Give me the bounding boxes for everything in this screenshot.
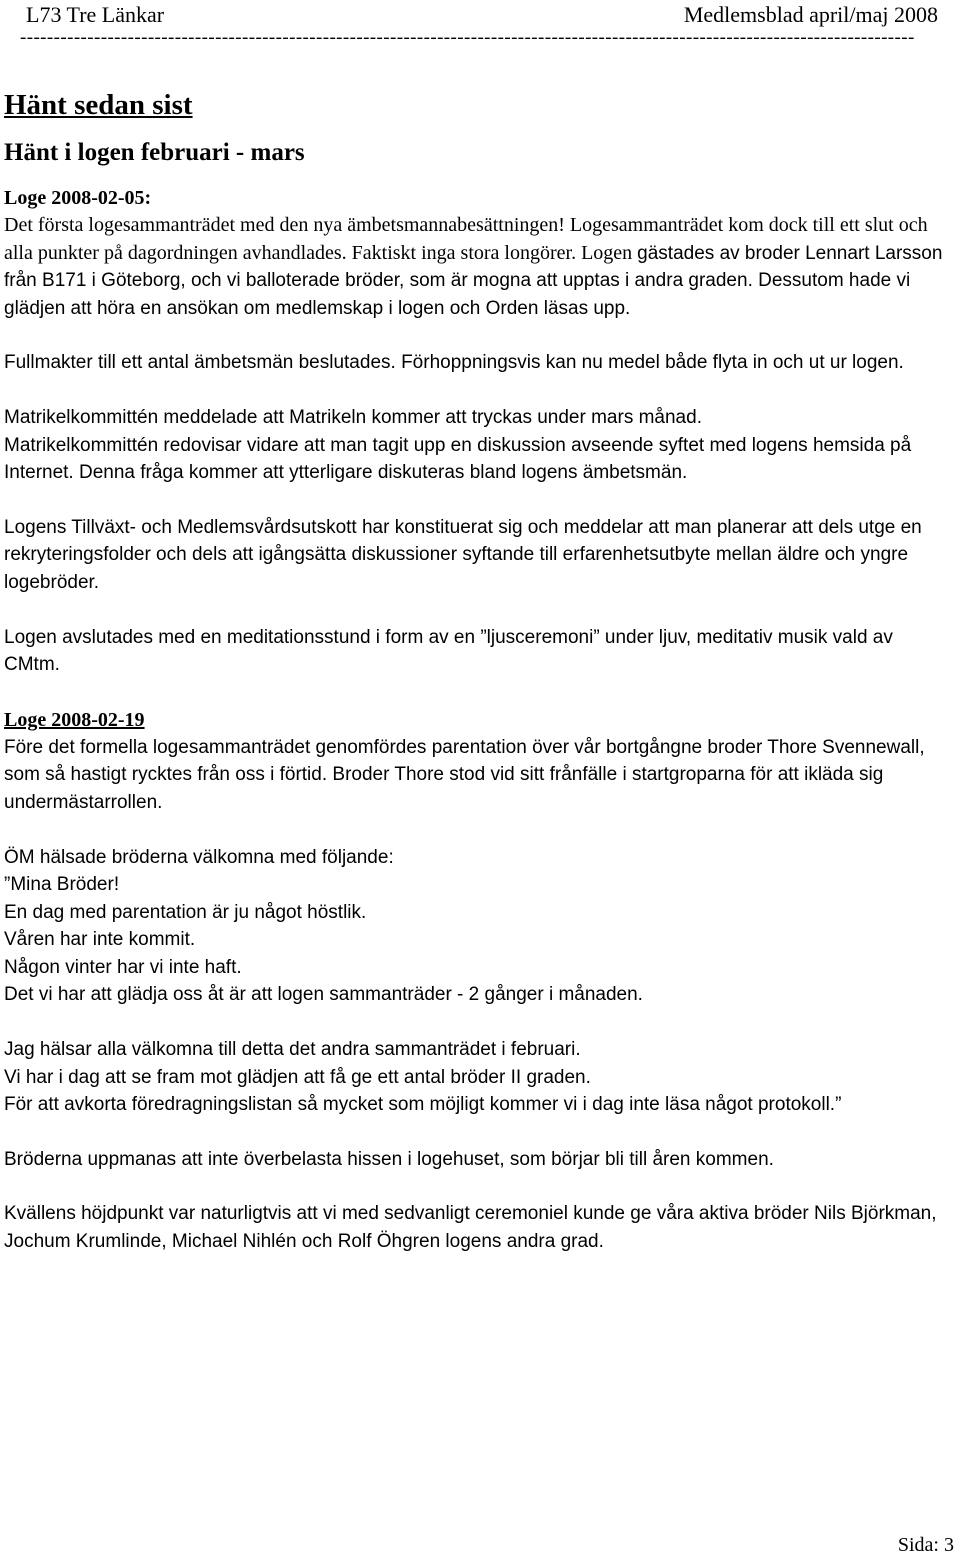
header-issue: Medlemsblad april/maj 2008 [683,2,938,27]
section-heading: Hänt i logen februari - mars [4,139,305,166]
speech-line: Det vi har att glädja oss åt är att logen sammanträder - 2 gånger i månaden. [4,984,643,1006]
paragraph: Matrikelkommittén meddelade att Matrikeln kommer att tryckas under mars månad. [4,406,702,428]
speech-line: ÖM hälsade bröderna välkomna med följande: [4,846,394,868]
paragraph: Matrikelkommittén redovisar vidare att man tagit upp en diskussion avseende syftet med logens hemsida på Internet. Denna fråga kommer att ytterligare diskuteras bland logens ämbetsmän. [4,434,912,484]
header-lodge-name: L73 Tre Länkar [26,2,165,27]
speech-line: Vi har i dag att se fram mot glädjen att få ge ett antal bröder II graden. [4,1066,591,1088]
speech-block [4,844,952,1010]
paragraph [4,212,952,322]
page-number: Sida: 3 [897,1534,954,1556]
page-title: Hänt sedan sist [4,89,193,121]
paragraph: Kvällens höjdpunkt var naturligtvis att vi med sedvanligt ceremoniel kunde ge våra aktiva bröder Nils Björkman, Jochum Krumlinde, Michael Nihlén och Rolf Öhgren logens andra grad. [4,1203,937,1253]
speech-line: För att avkorta föredragningslistan så mycket som möjligt kommer vi i dag inte läsa något protokoll.” [4,1094,842,1116]
paragraph-part: Det första logesammanträdet med den nya ämbetsmannabesättningen! Logesammanträdet kom dock till ett slut och alla punkter på dagordningen avhandlades. Faktiskt inga stora longörer. Logen [4,214,928,264]
speech-block [4,1036,952,1119]
speech-line: Någon vinter har vi inte haft. [4,956,242,978]
article-body [4,84,952,1256]
speech-line: En dag med parentation är ju något höstlik. [4,901,367,923]
paragraph-part: gästades av broder Lennart Larsson från B171 i Göteborg, och vi balloterade bröder, som är mogna att upptas i andra graden. Dessutom hade vi glädjen att höra en ansökan om medlemskap i logen och Orden läsas upp. [4,242,943,319]
paragraph: Före det formella logesammanträdet genomfördes parentation över vår bortgångne broder Thore Svennewall, som så hastigt rycktes från oss i förtid. Broder Thore stod vid sitt frånfälle i startgroparna för att ikläda sig undermästarrollen. [4,736,925,813]
paragraph: Logen avslutades med en meditationsstund i form av en ”ljusceremoni” under ljuv, meditativ musik vald av CMtm. [4,626,893,676]
speech-line: Jag hälsar alla välkomna till detta det andra sammanträdet i februari. [4,1039,581,1061]
paragraph: Logens Tillväxt- och Medlemsvårdsutskott har konstituerat sig och meddelar att man planerar att dels utge en rekryteringsfolder och dels att igångsätta diskussioner syftande till erfarenhetsutbyte mellan äldre och yngre logebröder. [4,516,922,593]
paragraph: Bröderna uppmanas att inte överbelasta hissen i logehuset, som börjar bli till åren kommen. [4,1148,774,1170]
speech-line: Våren har inte kommit. [4,929,196,951]
header-divider: ------------------------------------------------------------------------------------------------------------------------------------- [20,30,915,46]
meeting-label-2: Loge 2008-02-19 [4,708,145,731]
page-header [26,2,938,30]
meeting-label-1: Loge 2008-02-05: [4,187,152,209]
speech-line: ”Mina Bröder! [4,874,120,896]
paragraph: Fullmakter till ett antal ämbetsmän beslutades. Förhoppningsvis kan nu medel både flyta in och ut ur logen. [4,352,904,374]
